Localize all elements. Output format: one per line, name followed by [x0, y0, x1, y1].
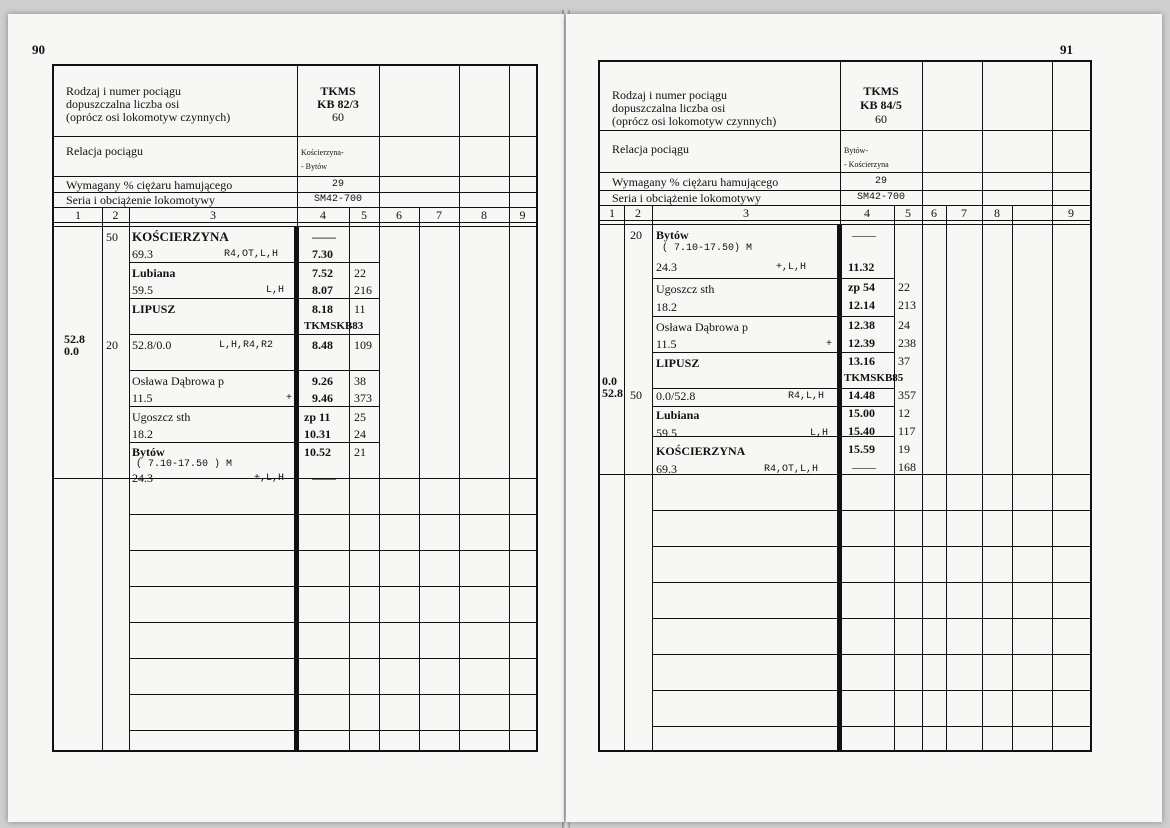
station-km: 18.2	[656, 300, 677, 314]
departure-time: 7.30	[312, 247, 333, 261]
arrival-time: zp 11	[304, 410, 331, 424]
label-route: Relacja pociągu	[612, 142, 689, 156]
label-loco: Seria i obciążenie lokomotywy	[612, 191, 761, 205]
route-line2: - Kościerzyna	[844, 160, 889, 169]
col-number: 2	[112, 208, 119, 222]
route-line1: Bytów-	[844, 146, 868, 155]
station-name: LIPUSZ	[132, 302, 176, 316]
station-km: 59.5	[132, 283, 153, 297]
gradient-bottom: 0.0	[64, 344, 79, 358]
station-name: KOŚCIERZYNA	[656, 444, 746, 458]
col-number: 8	[481, 208, 487, 222]
run-distance: 213	[898, 298, 916, 312]
brake-percent: 29	[331, 179, 344, 190]
run-distance: 238	[898, 336, 916, 350]
train-type: TKMS	[320, 84, 356, 98]
arrival-time: zp 54	[848, 280, 875, 294]
run-time: 11	[354, 302, 366, 316]
station-name: Osława Dąbrowa p	[656, 320, 748, 334]
departure-time: 8.07	[312, 283, 333, 297]
right-page	[566, 14, 1162, 822]
station-codes: R4,L,H	[788, 391, 825, 402]
run-distance: 168	[898, 460, 916, 474]
label-brake: Wymagany % ciężaru hamującego	[66, 178, 233, 192]
run-time: 38	[354, 374, 366, 388]
timetable-grid	[598, 60, 1092, 752]
col-number: 4	[864, 206, 870, 220]
label-train-line2: dopuszczalna liczba osi	[612, 101, 726, 115]
label-loco: Seria i obciążenie lokomotywy	[66, 193, 215, 207]
departure-time: 11.32	[848, 260, 875, 274]
train-type: TKMS	[863, 84, 899, 98]
col-number: 8	[994, 206, 1000, 220]
arrival-time: 7.52	[312, 266, 333, 280]
station-km: 52.8/0.0	[132, 338, 172, 352]
col-number: 2	[635, 206, 641, 220]
station-km: 69.3	[656, 462, 677, 476]
departure-time: 8.48	[312, 338, 333, 352]
departure-time: 9.46	[312, 391, 333, 405]
speed: 50	[106, 230, 118, 244]
arrival-time: 10.52	[304, 445, 331, 459]
col-number: 7	[436, 208, 442, 222]
run-distance: 24	[354, 427, 366, 441]
route-line1: Kościerzyna-	[301, 148, 344, 157]
train-number: KB 84/5	[860, 98, 902, 112]
station-codes: +,L,H	[776, 262, 807, 273]
label-train-line2: dopuszczalna liczba osi	[66, 97, 180, 111]
label-train-line3: (oprócz osi lokomotyw czynnych)	[612, 114, 777, 128]
label-train-line3: (oprócz osi lokomotyw czynnych)	[66, 110, 231, 124]
col-number: 1	[609, 206, 615, 220]
col-number: 9	[1068, 206, 1074, 220]
station-name: Bytów	[656, 228, 689, 242]
run-distance: 357	[898, 388, 916, 402]
station-name: LIPUSZ	[656, 356, 700, 370]
loco-series: SM42-700	[856, 192, 905, 203]
run-time: 25	[354, 410, 366, 424]
col-number: 5	[361, 208, 367, 222]
station-codes: R4,OT,L,H	[764, 464, 819, 475]
departure-time: 12.14	[848, 298, 875, 312]
gradient-top: 52.8	[64, 332, 85, 346]
label-train-line1: Rodzaj i numer pociągu	[66, 84, 181, 98]
station-note: ( 7.10-17.50 ) M	[136, 459, 233, 470]
station-codes: R4,OT,L,H	[224, 249, 279, 260]
departure-time: ——	[312, 471, 336, 485]
departure-time: 12.39	[848, 336, 875, 350]
station-codes: L,H,R4,R2	[219, 340, 274, 351]
train-change: TKMSKB85	[844, 372, 904, 384]
run-distance: 117	[898, 424, 916, 438]
station-km: 59.5	[656, 426, 677, 440]
run-distance: 216	[354, 283, 372, 297]
station-codes: +,L,H	[254, 473, 285, 484]
label-brake: Wymagany % ciężaru hamującego	[612, 175, 779, 189]
run-time: 22	[898, 280, 910, 294]
station-km: 24.3	[132, 471, 153, 485]
departure-time: 15.40	[848, 424, 875, 438]
col-number: 4	[320, 208, 326, 222]
col-number: 1	[75, 208, 81, 222]
gradient-top: 0.0	[602, 374, 617, 388]
col-number: 9	[519, 208, 526, 222]
gradient-bottom: 52.8	[602, 386, 623, 400]
station-km: 18.2	[132, 427, 153, 441]
station-codes: L,H	[266, 285, 285, 296]
run-time: 24	[898, 318, 910, 332]
arrival-time: 15.59	[848, 442, 875, 456]
station-km: 0.0/52.8	[656, 389, 696, 403]
station-codes: +	[826, 339, 833, 350]
axles: 60	[332, 110, 344, 124]
run-time: 19	[898, 442, 910, 456]
departure-time: ——	[852, 460, 876, 474]
station-name: Osława Dąbrowa p	[132, 374, 224, 388]
speed: 20	[106, 338, 118, 352]
station-km: 24.3	[656, 260, 677, 274]
page-number: 91	[1060, 42, 1073, 57]
station-note: ( 7.10-17.50) M	[662, 243, 753, 254]
station-name: Ugoszcz sth	[132, 410, 191, 424]
label-train-line1: Rodzaj i numer pociągu	[612, 88, 727, 102]
arrival-time: 12.38	[848, 318, 875, 332]
arrival-time: ——	[312, 230, 336, 244]
arrival-time: 13.16	[848, 354, 875, 368]
station-codes: L,H	[810, 428, 829, 439]
speed: 20	[630, 228, 642, 242]
page-number: 90	[32, 42, 45, 57]
station-km: 11.5	[656, 337, 677, 351]
label-route: Relacja pociągu	[66, 144, 143, 158]
col-number: 6	[931, 206, 937, 220]
col-number: 3	[743, 206, 749, 220]
station-km: 11.5	[132, 391, 153, 405]
run-time: 37	[898, 354, 910, 368]
col-number: 3	[210, 208, 216, 222]
arrival-time: 15.00	[848, 406, 875, 420]
left-page	[8, 14, 564, 822]
station-name: Ugoszcz sth	[656, 282, 715, 296]
brake-percent: 29	[874, 176, 887, 187]
departure-time: 10.31	[304, 427, 331, 441]
col-number: 6	[396, 208, 402, 222]
col-number: 7	[961, 206, 967, 220]
arrival-time: ——	[852, 228, 876, 242]
station-km: 69.3	[132, 247, 153, 261]
station-name: Lubiana	[656, 408, 700, 422]
col-number: 5	[905, 206, 911, 220]
station-codes: +	[286, 393, 293, 404]
station-name: KOŚCIERZYNA	[132, 229, 229, 244]
axles: 60	[875, 112, 887, 126]
route-line2: - Bytów	[301, 162, 327, 171]
run-time: 22	[354, 266, 366, 280]
departure-time: 14.48	[848, 388, 875, 402]
timetable-grid	[52, 64, 538, 752]
loco-series: SM42-700	[313, 194, 362, 205]
run-distance: 373	[354, 391, 372, 405]
arrival-time: 8.18	[312, 302, 333, 316]
station-name: Lubiana	[132, 266, 176, 280]
run-time: 21	[354, 445, 366, 459]
speed: 50	[630, 388, 642, 402]
arrival-time: 9.26	[312, 374, 333, 388]
station-name: Bytów	[132, 445, 165, 459]
run-time: 12	[898, 406, 910, 420]
train-number: KB 82/3	[317, 97, 359, 111]
run-distance: 109	[354, 338, 372, 352]
train-change: TKMSKB83	[304, 320, 364, 332]
